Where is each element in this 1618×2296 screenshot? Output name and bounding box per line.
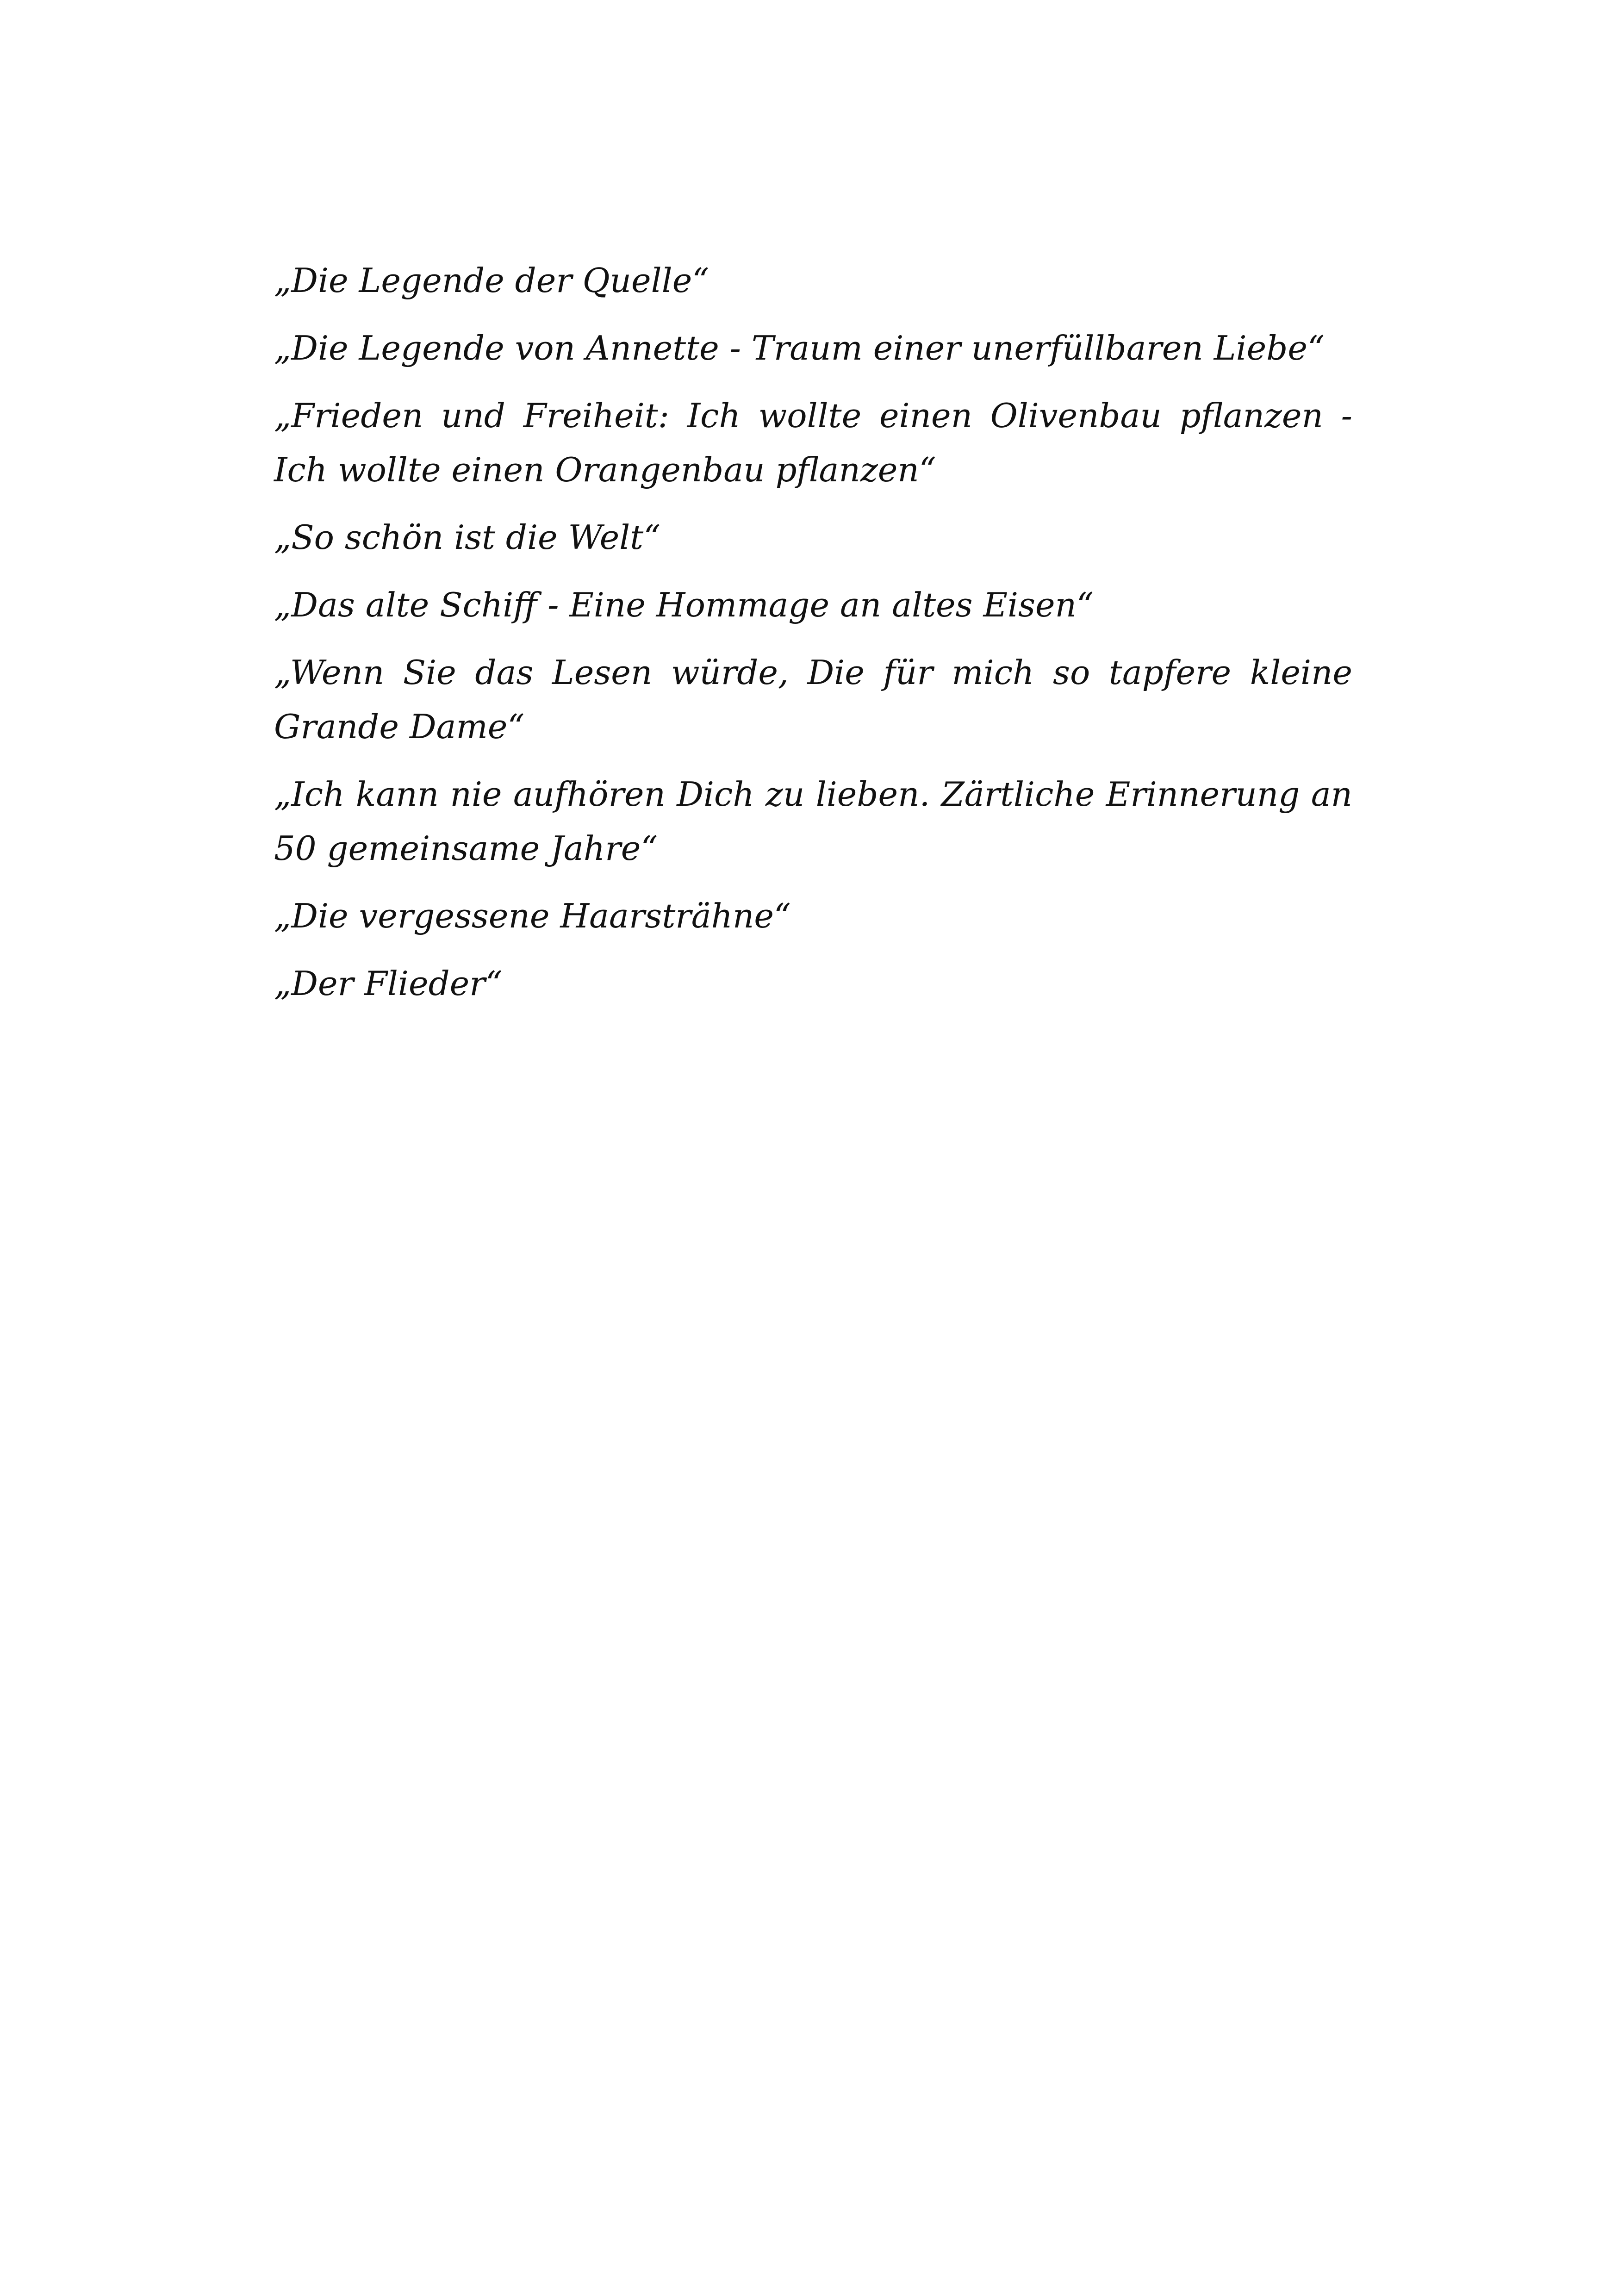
title-list <box>274 254 1352 1024</box>
title-item: „Die vergessene Haarsträhne“ <box>274 896 791 935</box>
title-item: „Der Flieder“ <box>274 964 503 1003</box>
title-item: „Das alte Schiff - Eine Hommage an altes Eisen“ <box>274 585 1094 624</box>
title-item: „Die Legende der Quelle“ <box>274 261 709 300</box>
title-item: „Frieden und Freiheit: Ich wollte einen Olivenbau pflanzen - Ich wollte einen Orangenbau pflanzen“ <box>274 396 1352 489</box>
title-item: „Ich kann nie aufhören Dich zu lieben. Zärtliche Erinnerung an 50 gemeinsame Jahre“ <box>274 775 1352 868</box>
title-item: „Die Legende von Annette - Traum einer unerfüllbaren Liebe“ <box>274 329 1325 367</box>
title-item: „Wenn Sie das Lesen würde, Die für mich so tapfere kleine Grande Dame“ <box>274 653 1352 746</box>
title-item: „So schön ist die Welt“ <box>274 518 661 557</box>
